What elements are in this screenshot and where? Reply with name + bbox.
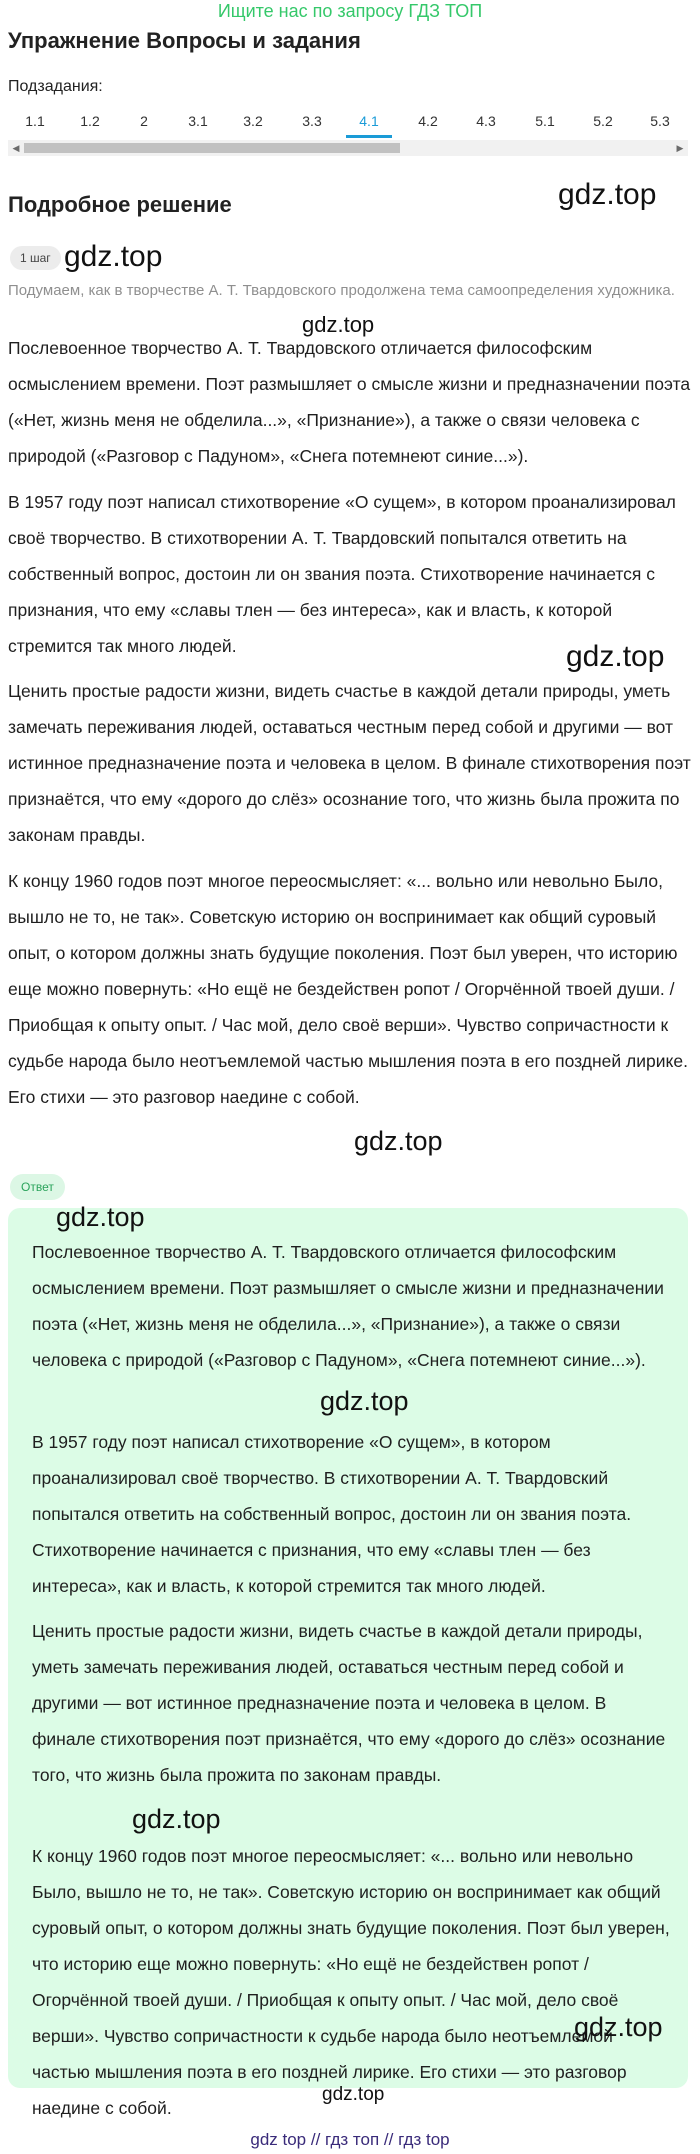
tabs-scrollbar[interactable] [8,140,688,156]
footer-links [0,2128,700,2152]
tab-4-3[interactable]: 4.3 [476,113,496,129]
tab-4-2[interactable]: 4.2 [418,113,438,129]
solution-paragraph-2: В 1957 году поэт написал стихотворение «О сущем», в котором проанализировал своё творчество. В стихотворении А. Т. Твардовский попытался ответить на собственный вопрос, достоин ли он звания поэта. Стихотворение начинается с признания, что ему «славы тлен — без интереса», как и власть, к которой стремится так много людей. [8,492,676,656]
watermark: gdz.top [566,640,665,673]
scrollbar-thumb[interactable] [24,143,400,153]
tab-5-1[interactable]: 5.1 [535,113,555,129]
scroll-left-arrow-icon[interactable]: ◀ [12,143,20,153]
tab-2[interactable]: 2 [140,113,148,129]
footer-link-gdz-top-mixed[interactable]: гдз top [398,2130,450,2149]
subtask-tabs [8,104,688,140]
watermark: gdz.top [64,240,163,273]
tab-5-3[interactable]: 5.3 [650,113,670,129]
solution-paragraph-3: Ценить простые радости жизни, видеть счастье в каждой детали природы, уметь замечать переживания людей, оставаться честным перед собой и другими — вот истинное предназначение поэта и человека в целом. В финале стихотворения поэт признаётся, что ему «дорого до слёз» осознание того, что жизнь была прожита по законам правды. [8,681,691,845]
watermark: gdz.top [322,2084,385,2105]
tab-3-1[interactable]: 3.1 [188,113,208,129]
search-banner: Ищите нас по запросу ГДЗ ТОП [217,1,483,21]
watermark: gdz.top [574,2012,663,2042]
footer-separator: // [310,2130,321,2149]
watermark: gdz.top [302,312,375,337]
watermark: gdz.top [132,1804,221,1834]
footer-link-gdz-top[interactable]: gdz top [250,2130,307,2149]
watermark: gdz.top [354,1126,443,1156]
subtasks-label: Подзадания: [8,78,103,95]
tab-5-2[interactable]: 5.2 [593,113,613,129]
tab-3-3[interactable]: 3.3 [302,113,322,129]
tab-3-2[interactable]: 3.2 [243,113,263,129]
hint-text: Подумаем, как в творчестве А. Т. Твардовского продолжена тема самоопределения художника. [8,282,675,299]
step-badge: 1 шаг [10,246,61,270]
answer-paragraph-4: К концу 1960 годов поэт многое переосмысляет: «... вольно или невольно Было, вышло не то, не так». Советскую историю он воспринимает как общий суровый опыт, о котором должны знать будущие поколения. Поэт был уверен, что историю еще можно повернуть: «Но ещё не бездействен ропот / Огорчённой твоей души. / Приобщая к опыту опыт. / Час мой, дело своё верши». Чувство сопричастности к судьбе народа было неотъемлемой частью мышления поэта в его поздней лирике. Его стихи — это разговор наедине с собой. [32,1846,670,2118]
tab-1-2[interactable]: 1.2 [80,113,100,129]
exercise-title: Упражнение Вопросы и задания [8,28,361,53]
footer-link-gdz-top-ru[interactable]: гдз топ [325,2130,380,2149]
answer-paragraph-2: В 1957 году поэт написал стихотворение «О сущем», в котором проанализировал своё творчество. В стихотворении А. Т. Твардовский попытался ответить на собственный вопрос, достоин ли он звания поэта. Стихотворение начинается с признания, что ему «славы тлен — без интереса», как и власть, к которой стремится так много людей. [32,1432,632,1596]
answer-paragraph-3: Ценить простые радости жизни, видеть счастье в каждой детали природы, уметь замечать переживания людей, оставаться честным перед собой и другими — вот истинное предназначение поэта и человека в целом. В финале стихотворения поэт признаётся, что ему «дорого до слёз» осознание того, что жизнь была прожита по законам правды. [32,1621,666,1785]
watermark: gdz.top [56,1202,145,1232]
answer-badge: Ответ [10,1174,65,1200]
watermark: gdz.top [558,178,657,211]
solution-paragraph-1: Послевоенное творчество А. Т. Твардовского отличается философским осмыслением времени. Поэт размышляет о смысле жизни и предназначении поэта («Нет, жизнь меня не обделила...», «Признание»), а также о связи человека с природой («Разговор с Падуном», «Снега потемнеют синие...»). [8,338,691,466]
solution-title: Подробное решение [8,192,232,217]
tab-1-1[interactable]: 1.1 [25,113,45,129]
solution-paragraph-4: К концу 1960 годов поэт многое переосмысляет: «... вольно или невольно Было, вышло не то, не так». Советскую историю он воспринимает как общий суровый опыт, о котором должны знать будущие поколения. Поэт был уверен, что историю еще можно повернуть: «Но ещё не бездействен ропот / Огорчённой твоей души. / Приобщая к опыту опыт. / Час мой, дело своё верши». Чувство сопричастности к судьбе народа было неотъемлемой частью мышления поэта в его поздней лирике. Его стихи — это разговор наедине с собой. [8,871,688,1107]
scroll-right-arrow-icon[interactable]: ▶ [676,143,684,153]
tab-4-1[interactable]: 4.1 [346,104,392,138]
footer-separator: // [383,2130,394,2149]
answer-paragraph-1: Послевоенное творчество А. Т. Твардовского отличается философским осмыслением времени. Поэт размышляет о смысле жизни и предназначении поэта («Нет, жизнь меня не обделила...», «Признание»), а также о связи человека с природой («Разговор с Падуном», «Снега потемнеют синие...»). [32,1242,664,1370]
watermark: gdz.top [320,1386,409,1416]
